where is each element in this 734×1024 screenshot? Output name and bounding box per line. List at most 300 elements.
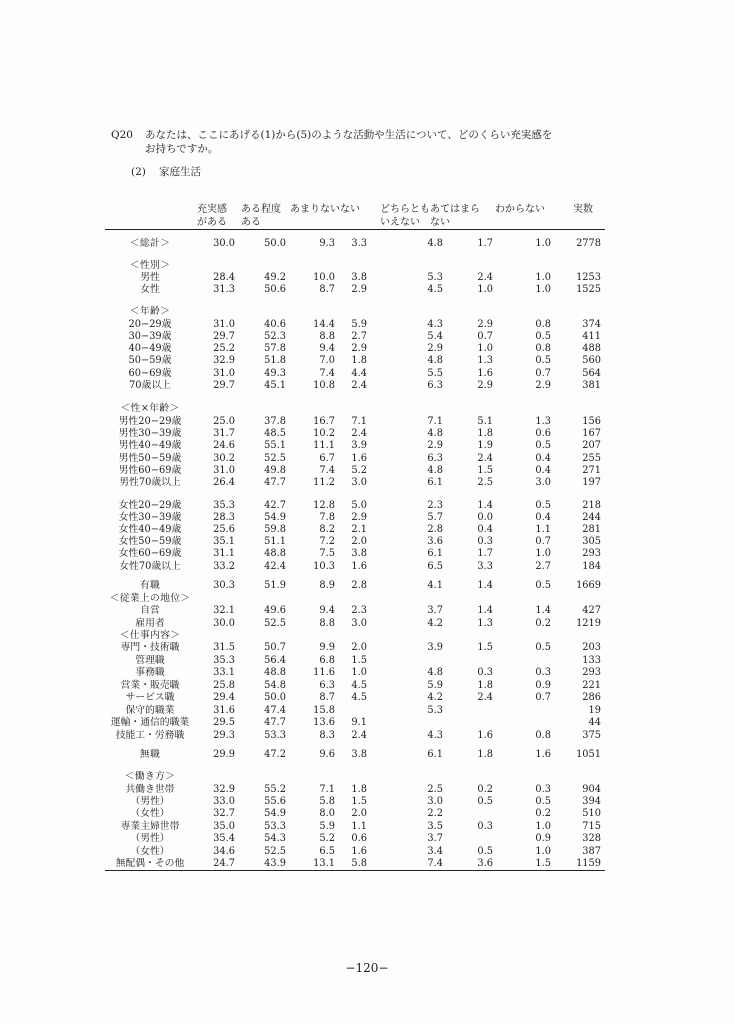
percent-cell: 6.1 bbox=[427, 477, 443, 488]
row-label: （女性） bbox=[130, 846, 170, 857]
percent-cell: 5.3 bbox=[427, 705, 443, 716]
row-label: （男性） bbox=[130, 796, 170, 807]
count-cell: 293 bbox=[582, 548, 601, 559]
percent-cell: 48.5 bbox=[264, 428, 286, 439]
percent-cell: 5.8 bbox=[351, 858, 367, 869]
percent-cell: 29.7 bbox=[213, 331, 235, 342]
column-header-line1: わからない bbox=[495, 204, 545, 215]
percent-cell: 28.3 bbox=[213, 512, 235, 523]
row-label: 女性70歳以上 bbox=[119, 561, 181, 572]
percent-cell: 1.8 bbox=[477, 680, 493, 691]
percent-cell: 6.1 bbox=[427, 548, 443, 559]
percent-cell: 49.2 bbox=[264, 272, 286, 283]
percent-cell: 4.3 bbox=[427, 319, 443, 330]
column-header-line2: がある bbox=[197, 217, 227, 228]
count-cell: 203 bbox=[582, 642, 601, 653]
percent-cell: 32.9 bbox=[213, 355, 235, 366]
percent-cell: 3.3 bbox=[477, 561, 493, 572]
percent-cell: 9.4 bbox=[319, 343, 335, 354]
percent-cell: 5.8 bbox=[319, 796, 335, 807]
row-label: ＜総計＞ bbox=[129, 238, 171, 249]
percent-cell: 7.1 bbox=[427, 416, 443, 427]
table-row bbox=[0, 379, 734, 392]
question-text-line1: あなたは、ここにあげる(1)から(5)のような活動や生活について、どのくらい充実感を bbox=[145, 129, 553, 141]
percent-cell: 1.5 bbox=[351, 796, 367, 807]
percent-cell: 52.5 bbox=[264, 453, 286, 464]
percent-cell: 49.3 bbox=[264, 368, 286, 379]
percent-cell: 4.5 bbox=[351, 680, 367, 691]
percent-cell: 9.3 bbox=[319, 238, 335, 249]
percent-cell: 2.9 bbox=[351, 512, 367, 523]
count-cell: 381 bbox=[582, 380, 601, 391]
percent-cell: 29.4 bbox=[213, 692, 235, 703]
percent-cell: 4.5 bbox=[351, 692, 367, 703]
row-label: サービス職 bbox=[125, 692, 175, 703]
percent-cell: 57.8 bbox=[264, 343, 286, 354]
percent-cell: 5.2 bbox=[319, 833, 335, 844]
percent-cell: 2.5 bbox=[477, 477, 493, 488]
percent-cell: 2.9 bbox=[351, 284, 367, 295]
percent-cell: 3.6 bbox=[427, 536, 443, 547]
percent-cell: 5.2 bbox=[351, 465, 367, 476]
column-header bbox=[430, 203, 480, 229]
percent-cell: 30.0 bbox=[213, 238, 235, 249]
question-text-line2: お持ちですか。 bbox=[145, 143, 219, 155]
percent-cell: 8.0 bbox=[319, 808, 335, 819]
percent-cell: 2.4 bbox=[477, 692, 493, 703]
percent-cell: 42.4 bbox=[264, 561, 286, 572]
percent-cell: 30.3 bbox=[213, 580, 235, 591]
row-label: 男性40−49歳 bbox=[118, 440, 182, 451]
percent-cell: 15.8 bbox=[313, 705, 335, 716]
percent-cell: 1.4 bbox=[535, 605, 551, 616]
page-number: −120− bbox=[345, 961, 389, 975]
percent-cell: 2.7 bbox=[351, 331, 367, 342]
percent-cell: 2.4 bbox=[351, 428, 367, 439]
table-row bbox=[0, 547, 734, 560]
percent-cell: 25.0 bbox=[213, 416, 235, 427]
percent-cell: 9.6 bbox=[319, 749, 335, 760]
percent-cell: 5.9 bbox=[427, 680, 443, 691]
percent-cell: 0.7 bbox=[477, 331, 493, 342]
row-label: （男性） bbox=[130, 833, 170, 844]
row-label: 50−59歳 bbox=[128, 355, 172, 366]
table-row bbox=[0, 439, 734, 452]
percent-cell: 59.8 bbox=[264, 524, 286, 535]
percent-cell: 7.4 bbox=[427, 858, 443, 869]
percent-cell: 0.2 bbox=[535, 618, 551, 629]
table-row bbox=[0, 354, 734, 367]
percent-cell: 6.3 bbox=[427, 380, 443, 391]
percent-cell: 0.0 bbox=[477, 512, 493, 523]
row-label: 自営 bbox=[140, 605, 160, 616]
percent-cell: 3.9 bbox=[427, 642, 443, 653]
row-label: 男性60−69歳 bbox=[118, 465, 182, 476]
count-cell: 305 bbox=[582, 536, 601, 547]
percent-cell: 10.2 bbox=[313, 428, 335, 439]
row-label: 60−69歳 bbox=[128, 368, 172, 379]
percent-cell: 8.2 bbox=[319, 524, 335, 535]
count-cell: 244 bbox=[582, 512, 601, 523]
percent-cell: 1.6 bbox=[351, 453, 367, 464]
percent-cell: 4.2 bbox=[427, 618, 443, 629]
percent-cell: 48.8 bbox=[264, 667, 286, 678]
percent-cell: 0.5 bbox=[535, 355, 551, 366]
row-label: 女性40−49歳 bbox=[118, 524, 182, 535]
column-header-line2: ある bbox=[241, 217, 261, 228]
percent-cell: 1.0 bbox=[535, 238, 551, 249]
percent-cell: 6.1 bbox=[427, 749, 443, 760]
count-cell: 564 bbox=[582, 368, 601, 379]
percent-cell: 47.2 bbox=[264, 749, 286, 760]
percent-cell: 35.0 bbox=[213, 821, 235, 832]
percent-cell: 2.3 bbox=[351, 605, 367, 616]
percent-cell: 1.0 bbox=[535, 821, 551, 832]
percent-cell: 3.8 bbox=[351, 548, 367, 559]
percent-cell: 55.1 bbox=[264, 440, 286, 451]
percent-cell: 3.6 bbox=[477, 858, 493, 869]
percent-cell: 8.3 bbox=[319, 730, 335, 741]
percent-cell: 1.0 bbox=[535, 846, 551, 857]
percent-cell: 51.1 bbox=[264, 536, 286, 547]
column-header-line1: あまりない bbox=[290, 204, 340, 215]
count-cell: 184 bbox=[582, 561, 601, 572]
column-header bbox=[290, 203, 340, 216]
percent-cell: 1.7 bbox=[477, 548, 493, 559]
percent-cell: 0.6 bbox=[535, 428, 551, 439]
percent-cell: 31.5 bbox=[213, 642, 235, 653]
percent-cell: 52.3 bbox=[264, 331, 286, 342]
column-header-line1: あてはまら bbox=[430, 204, 480, 215]
count-cell: 156 bbox=[582, 416, 601, 427]
percent-cell: 31.7 bbox=[213, 428, 235, 439]
percent-cell: 1.1 bbox=[351, 821, 367, 832]
percent-cell: 2.5 bbox=[427, 784, 443, 795]
percent-cell: 4.3 bbox=[427, 730, 443, 741]
percent-cell: 1.9 bbox=[477, 440, 493, 451]
row-label: 40−49歳 bbox=[128, 343, 172, 354]
percent-cell: 1.5 bbox=[477, 642, 493, 653]
percent-cell: 29.7 bbox=[213, 380, 235, 391]
table-row bbox=[0, 305, 734, 318]
percent-cell: 42.7 bbox=[264, 500, 286, 511]
header-rule bbox=[105, 229, 605, 230]
percent-cell: 55.6 bbox=[264, 796, 286, 807]
count-cell: 197 bbox=[582, 477, 601, 488]
subquestion-number: (2) bbox=[131, 166, 146, 178]
percent-cell: 4.5 bbox=[427, 284, 443, 295]
percent-cell: 5.5 bbox=[427, 368, 443, 379]
percent-cell: 52.5 bbox=[264, 846, 286, 857]
percent-cell: 0.5 bbox=[477, 846, 493, 857]
percent-cell: 3.3 bbox=[351, 238, 367, 249]
row-label: 共働き世帯 bbox=[125, 784, 175, 795]
table-row bbox=[0, 857, 734, 870]
percent-cell: 3.7 bbox=[427, 833, 443, 844]
percent-cell: 1.7 bbox=[477, 238, 493, 249]
percent-cell: 1.6 bbox=[351, 561, 367, 572]
percent-cell: 1.5 bbox=[351, 655, 367, 666]
row-label: 専業主婦世帯 bbox=[120, 821, 180, 832]
count-cell: 715 bbox=[582, 821, 601, 832]
count-cell: 510 bbox=[582, 808, 601, 819]
row-label: 保守的職業 bbox=[125, 705, 175, 716]
percent-cell: 0.4 bbox=[535, 512, 551, 523]
percent-cell: 0.9 bbox=[535, 680, 551, 691]
row-label: （女性） bbox=[130, 808, 170, 819]
percent-cell: 1.8 bbox=[351, 355, 367, 366]
table-row bbox=[0, 579, 734, 592]
percent-cell: 2.9 bbox=[427, 440, 443, 451]
percent-cell: 4.1 bbox=[427, 580, 443, 591]
table-row bbox=[0, 807, 734, 820]
percent-cell: 3.4 bbox=[427, 846, 443, 857]
percent-cell: 8.8 bbox=[319, 618, 335, 629]
table-row bbox=[0, 560, 734, 573]
percent-cell: 50.6 bbox=[264, 284, 286, 295]
column-header-line1: どちらとも bbox=[380, 204, 430, 215]
percent-cell: 1.0 bbox=[535, 548, 551, 559]
percent-cell: 28.4 bbox=[213, 272, 235, 283]
count-cell: 19 bbox=[588, 705, 601, 716]
column-header bbox=[573, 203, 593, 216]
table-row bbox=[0, 729, 734, 742]
percent-cell: 0.5 bbox=[535, 642, 551, 653]
table-row bbox=[0, 604, 734, 617]
percent-cell: 1.8 bbox=[477, 428, 493, 439]
row-label: ＜仕事内容＞ bbox=[119, 630, 181, 641]
percent-cell: 1.5 bbox=[535, 858, 551, 869]
table-row bbox=[0, 641, 734, 654]
percent-cell: 2.9 bbox=[351, 343, 367, 354]
percent-cell: 37.8 bbox=[264, 416, 286, 427]
percent-cell: 34.6 bbox=[213, 846, 235, 857]
percent-cell: 0.8 bbox=[535, 343, 551, 354]
subquestion-title: 家庭生活 bbox=[159, 166, 201, 178]
percent-cell: 40.6 bbox=[264, 319, 286, 330]
count-cell: 374 bbox=[582, 319, 601, 330]
percent-cell: 5.1 bbox=[477, 416, 493, 427]
percent-cell: 31.1 bbox=[213, 548, 235, 559]
percent-cell: 49.6 bbox=[264, 605, 286, 616]
percent-cell: 5.7 bbox=[427, 512, 443, 523]
percent-cell: 6.8 bbox=[319, 655, 335, 666]
count-cell: 1253 bbox=[576, 272, 601, 283]
percent-cell: 11.2 bbox=[313, 477, 335, 488]
percent-cell: 4.4 bbox=[351, 368, 367, 379]
percent-cell: 3.8 bbox=[351, 749, 367, 760]
table-row bbox=[0, 716, 734, 729]
question-number: Q20 bbox=[111, 129, 133, 141]
percent-cell: 3.0 bbox=[535, 477, 551, 488]
table-row bbox=[0, 237, 734, 250]
row-label: ＜従業上の地位＞ bbox=[109, 593, 191, 604]
row-label: 無配偶・その他 bbox=[115, 858, 185, 869]
percent-cell: 2.9 bbox=[427, 343, 443, 354]
percent-cell: 1.6 bbox=[477, 368, 493, 379]
percent-cell: 5.4 bbox=[427, 331, 443, 342]
row-label: 男性30−39歳 bbox=[118, 428, 182, 439]
percent-cell: 2.4 bbox=[351, 380, 367, 391]
table-row bbox=[0, 283, 734, 296]
percent-cell: 3.9 bbox=[351, 440, 367, 451]
percent-cell: 8.7 bbox=[319, 284, 335, 295]
percent-cell: 30.0 bbox=[213, 618, 235, 629]
percent-cell: 1.0 bbox=[477, 343, 493, 354]
percent-cell: 2.4 bbox=[477, 453, 493, 464]
count-cell: 271 bbox=[582, 465, 601, 476]
percent-cell: 29.3 bbox=[213, 730, 235, 741]
percent-cell: 7.2 bbox=[319, 536, 335, 547]
percent-cell: 55.2 bbox=[264, 784, 286, 795]
percent-cell: 8.9 bbox=[319, 580, 335, 591]
row-label: 技能工・労務職 bbox=[115, 730, 185, 741]
percent-cell: 1.0 bbox=[535, 272, 551, 283]
percent-cell: 0.3 bbox=[535, 667, 551, 678]
column-header-line2: いえない bbox=[380, 217, 420, 228]
percent-cell: 1.6 bbox=[351, 846, 367, 857]
row-label: 営業・販売職 bbox=[120, 680, 180, 691]
row-label: 女性50−59歳 bbox=[118, 536, 182, 547]
count-cell: 1669 bbox=[576, 580, 601, 591]
percent-cell: 31.0 bbox=[213, 368, 235, 379]
percent-cell: 3.8 bbox=[351, 272, 367, 283]
table-row bbox=[0, 476, 734, 489]
percent-cell: 32.9 bbox=[213, 784, 235, 795]
percent-cell: 1.1 bbox=[535, 524, 551, 535]
percent-cell: 1.3 bbox=[477, 618, 493, 629]
percent-cell: 4.2 bbox=[427, 692, 443, 703]
percent-cell: 1.3 bbox=[477, 355, 493, 366]
percent-cell: 2.9 bbox=[477, 319, 493, 330]
percent-cell: 14.4 bbox=[313, 319, 335, 330]
percent-cell: 7.1 bbox=[319, 784, 335, 795]
percent-cell: 10.0 bbox=[313, 272, 335, 283]
percent-cell: 0.5 bbox=[477, 796, 493, 807]
percent-cell: 2.4 bbox=[477, 272, 493, 283]
row-label: 専門・技術職 bbox=[120, 642, 180, 653]
percent-cell: 33.0 bbox=[213, 796, 235, 807]
percent-cell: 30.2 bbox=[213, 453, 235, 464]
percent-cell: 6.3 bbox=[319, 680, 335, 691]
percent-cell: 31.0 bbox=[213, 465, 235, 476]
row-label: 男性50−59歳 bbox=[118, 453, 182, 464]
percent-cell: 1.4 bbox=[477, 500, 493, 511]
percent-cell: 1.4 bbox=[477, 580, 493, 591]
percent-cell: 6.5 bbox=[427, 561, 443, 572]
percent-cell: 2.4 bbox=[351, 730, 367, 741]
percent-cell: 16.7 bbox=[313, 416, 335, 427]
percent-cell: 2.0 bbox=[351, 808, 367, 819]
table-row bbox=[0, 402, 734, 415]
percent-cell: 12.8 bbox=[313, 500, 335, 511]
percent-cell: 1.0 bbox=[477, 284, 493, 295]
percent-cell: 4.8 bbox=[427, 355, 443, 366]
count-cell: 427 bbox=[582, 605, 601, 616]
percent-cell: 7.4 bbox=[319, 368, 335, 379]
count-cell: 1159 bbox=[576, 858, 601, 869]
count-cell: 560 bbox=[582, 355, 601, 366]
count-cell: 207 bbox=[582, 440, 601, 451]
count-cell: 44 bbox=[588, 717, 601, 728]
row-label: 20−29歳 bbox=[128, 319, 172, 330]
percent-cell: 53.3 bbox=[264, 821, 286, 832]
percent-cell: 1.8 bbox=[477, 749, 493, 760]
percent-cell: 0.8 bbox=[535, 730, 551, 741]
percent-cell: 6.7 bbox=[319, 453, 335, 464]
percent-cell: 54.8 bbox=[264, 680, 286, 691]
percent-cell: 54.9 bbox=[264, 808, 286, 819]
percent-cell: 6.5 bbox=[319, 846, 335, 857]
percent-cell: 35.4 bbox=[213, 833, 235, 844]
percent-cell: 47.4 bbox=[264, 705, 286, 716]
row-label: 男性70歳以上 bbox=[119, 477, 181, 488]
column-header-line2: 実数 bbox=[573, 204, 593, 215]
percent-cell: 2.8 bbox=[427, 524, 443, 535]
percent-cell: 9.4 bbox=[319, 605, 335, 616]
percent-cell: 2.8 bbox=[351, 580, 367, 591]
percent-cell: 0.3 bbox=[535, 784, 551, 795]
table-row bbox=[0, 666, 734, 679]
percent-cell: 9.1 bbox=[351, 717, 367, 728]
count-cell: 394 bbox=[582, 796, 601, 807]
percent-cell: 33.2 bbox=[213, 561, 235, 572]
percent-cell: 13.1 bbox=[313, 858, 335, 869]
percent-cell: 0.5 bbox=[535, 796, 551, 807]
percent-cell: 6.3 bbox=[427, 453, 443, 464]
row-label: 女性 bbox=[140, 284, 160, 295]
percent-cell: 10.3 bbox=[313, 561, 335, 572]
column-header-line1: 充実感 bbox=[197, 204, 227, 215]
percent-cell: 0.8 bbox=[535, 319, 551, 330]
count-cell: 375 bbox=[582, 730, 601, 741]
percent-cell: 31.3 bbox=[213, 284, 235, 295]
count-cell: 488 bbox=[582, 343, 601, 354]
row-label: 運輸・通信的職業 bbox=[110, 717, 190, 728]
percent-cell: 0.7 bbox=[535, 692, 551, 703]
row-label: ＜性×年齢＞ bbox=[120, 403, 180, 414]
row-label: 女性60−69歳 bbox=[118, 548, 182, 559]
percent-cell: 0.4 bbox=[535, 453, 551, 464]
percent-cell: 53.3 bbox=[264, 730, 286, 741]
percent-cell: 45.1 bbox=[264, 380, 286, 391]
percent-cell: 33.1 bbox=[213, 667, 235, 678]
percent-cell: 31.6 bbox=[213, 705, 235, 716]
count-cell: 1525 bbox=[576, 284, 601, 295]
count-cell: 411 bbox=[582, 331, 601, 342]
percent-cell: 1.6 bbox=[477, 730, 493, 741]
percent-cell: 0.3 bbox=[477, 536, 493, 547]
percent-cell: 51.8 bbox=[264, 355, 286, 366]
column-header bbox=[380, 203, 430, 229]
percent-cell: 0.7 bbox=[535, 368, 551, 379]
percent-cell: 24.7 bbox=[213, 858, 235, 869]
percent-cell: 7.0 bbox=[319, 355, 335, 366]
count-cell: 218 bbox=[582, 500, 601, 511]
row-label: 女性20−29歳 bbox=[118, 500, 182, 511]
percent-cell: 2.0 bbox=[351, 536, 367, 547]
percent-cell: 3.0 bbox=[351, 477, 367, 488]
percent-cell: 0.3 bbox=[477, 821, 493, 832]
row-label: 女性30−39歳 bbox=[118, 512, 182, 523]
percent-cell: 51.9 bbox=[264, 580, 286, 591]
percent-cell: 0.4 bbox=[535, 465, 551, 476]
percent-cell: 0.7 bbox=[535, 536, 551, 547]
percent-cell: 49.8 bbox=[264, 465, 286, 476]
percent-cell: 7.4 bbox=[319, 465, 335, 476]
percent-cell: 0.5 bbox=[535, 331, 551, 342]
count-cell: 255 bbox=[582, 453, 601, 464]
